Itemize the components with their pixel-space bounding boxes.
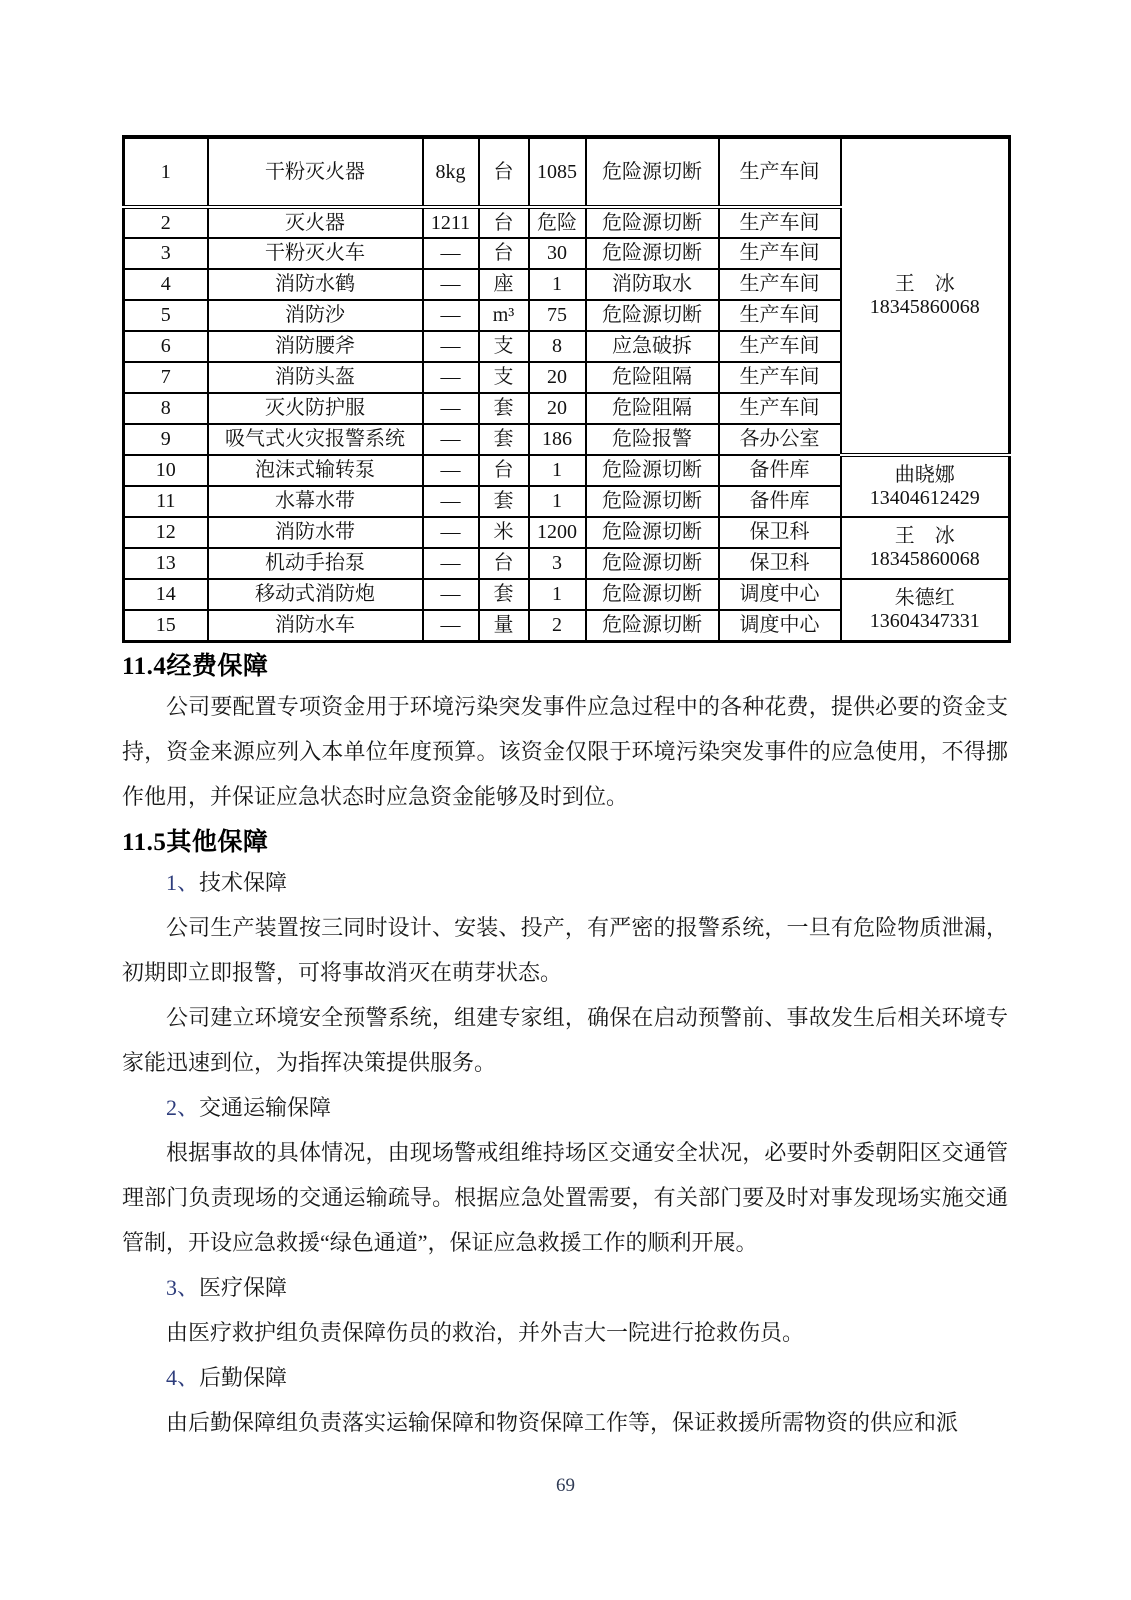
list-item-paragraph: 公司生产装置按三同时设计、安装、投产，有严密的报警系统，一旦有危险物质泄漏，初期即立即报警，可将事故消灭在萌芽状态。	[122, 914, 1008, 985]
cell-unit: 套	[479, 486, 529, 517]
cell-purpose: 危险源切断	[586, 517, 719, 548]
cell-no: 12	[124, 517, 208, 548]
cell-no: 8	[124, 393, 208, 424]
cell-no: 14	[124, 579, 208, 610]
list-item-title: 技术保障	[199, 869, 288, 895]
cell-no: 13	[124, 548, 208, 579]
list-item-paragraph: 根据事故的具体情况，由现场警戒组维持场区交通安全状况，必要时外委朝阳区交通管理部门负责现场的交通运输疏导。根据应急处置需要，有关部门要及时对事发现场实施交通管制，开设应急救援“绿色通道”，保证应急救援工作的顺利开展。	[122, 1139, 1008, 1255]
section-11-4-paragraph: 公司要配置专项资金用于环境污染突发事件应急过程中的各种花费，提供必要的资金支持，资金来源应列入本单位年度预算。该资金仅限于环境污染突发事件的应急使用，不得挪作他用，并保证应急状态时应急资金能够及时到位。	[122, 693, 1008, 809]
cell-purpose: 危险报警	[586, 424, 719, 455]
cell-location: 调度中心	[719, 610, 841, 641]
list-item-title: 交通运输保障	[199, 1094, 332, 1120]
cell-spec: —	[423, 331, 479, 362]
cell-location: 生产车间	[719, 269, 841, 300]
cell-no: 7	[124, 362, 208, 393]
cell-unit: 台	[479, 238, 529, 269]
cell-qty: 1200	[529, 517, 586, 548]
list-item-title: 医疗保障	[199, 1274, 288, 1300]
table-row	[124, 137, 1010, 207]
table-row	[124, 517, 1010, 548]
cell-no: 2	[124, 207, 208, 238]
cell-purpose: 应急破拆	[586, 331, 719, 362]
cell-purpose: 危险源切断	[586, 579, 719, 610]
contact-name: 王 冰	[894, 525, 955, 547]
section-heading-11-4: 11.4经费保障	[122, 652, 269, 680]
cell-name: 消防腰斧	[208, 331, 423, 362]
cell-purpose: 危险源切断	[586, 610, 719, 641]
cell-qty: 2	[529, 610, 586, 641]
cell-unit: 台	[479, 207, 529, 238]
cell-spec: —	[423, 517, 479, 548]
list-item-paragraph: 由后勤保障组负责落实运输保障和物资保障工作等，保证救援所需物资的供应和派	[166, 1409, 959, 1435]
cell-unit: 支	[479, 362, 529, 393]
page-content	[122, 135, 1008, 1445]
section-heading-11-5: 11.5其他保障	[122, 828, 269, 856]
cell-purpose: 危险源切断	[586, 548, 719, 579]
cell-spec: —	[423, 579, 479, 610]
cell-name: 消防沙	[208, 300, 423, 331]
cell-unit: 座	[479, 269, 529, 300]
cell-no: 15	[124, 610, 208, 641]
cell-no: 9	[124, 424, 208, 455]
cell-location: 各办公室	[719, 424, 841, 455]
list-item-heading	[122, 1355, 1008, 1400]
contact-name: 曲晓娜	[894, 463, 955, 486]
contact-phone: 13404612429	[869, 486, 980, 509]
cell-unit: 套	[479, 393, 529, 424]
cell-purpose: 危险源切断	[586, 300, 719, 331]
cell-location: 保卫科	[719, 517, 841, 548]
cell-spec: —	[423, 362, 479, 393]
cell-unit: 量	[479, 610, 529, 641]
cell-no: 1	[124, 137, 208, 207]
cell-spec: —	[423, 548, 479, 579]
list-item-number: 2、	[166, 1094, 200, 1120]
cell-name: 吸气式火灾报警系统	[208, 424, 423, 455]
cell-name: 水幕水带	[208, 486, 423, 517]
cell-qty: 30	[529, 238, 586, 269]
cell-spec: —	[423, 486, 479, 517]
cell-location: 保卫科	[719, 548, 841, 579]
cell-qty: 75	[529, 300, 586, 331]
cell-location: 生产车间	[719, 393, 841, 424]
list-item-heading	[122, 860, 1008, 905]
equipment-table-body	[124, 137, 1010, 641]
cell-no: 5	[124, 300, 208, 331]
cell-name: 灭火器	[208, 207, 423, 238]
contact-phone: 13604347331	[869, 609, 980, 632]
cell-qty: 20	[529, 393, 586, 424]
cell-location: 生产车间	[719, 331, 841, 362]
cell-name: 泡沫式输转泵	[208, 455, 423, 486]
list-item-heading	[122, 1265, 1008, 1310]
cell-name: 干粉灭火器	[208, 137, 423, 207]
section-11-5-items	[122, 860, 1008, 1445]
cell-purpose: 危险阻隔	[586, 393, 719, 424]
cell-qty: 1	[529, 269, 586, 300]
cell-spec: —	[423, 424, 479, 455]
cell-location: 备件库	[719, 486, 841, 517]
cell-qty: 8	[529, 331, 586, 362]
contact-phone: 18345860068	[869, 548, 980, 570]
cell-name: 消防头盔	[208, 362, 423, 393]
cell-purpose: 危险源切断	[586, 137, 719, 207]
cell-qty: 20	[529, 362, 586, 393]
cell-location: 调度中心	[719, 579, 841, 610]
cell-no: 3	[124, 238, 208, 269]
list-item-title: 后勤保障	[199, 1364, 288, 1390]
list-item-paragraph: 公司建立环境安全预警系统，组建专家组，确保在启动预警前、事故发生后相关环境专家能迅速到位，为指挥决策提供服务。	[122, 1004, 1008, 1075]
cell-unit: 台	[479, 548, 529, 579]
cell-qty: 1	[529, 486, 586, 517]
cell-qty: 危险	[529, 207, 586, 238]
list-item-number: 4、	[166, 1364, 200, 1390]
cell-unit: 米	[479, 517, 529, 548]
cell-no: 6	[124, 331, 208, 362]
cell-no: 4	[124, 269, 208, 300]
cell-location: 生产车间	[719, 300, 841, 331]
cell-unit: 套	[479, 579, 529, 610]
cell-name: 机动手抬泵	[208, 548, 423, 579]
cell-spec: 8kg	[423, 137, 479, 207]
cell-contact	[841, 137, 1010, 455]
cell-location: 生产车间	[719, 137, 841, 207]
cell-name: 移动式消防炮	[208, 579, 423, 610]
cell-location: 生产车间	[719, 238, 841, 269]
cell-qty: 1	[529, 455, 586, 486]
cell-name: 灭火防护服	[208, 393, 423, 424]
cell-location: 备件库	[719, 455, 841, 486]
contact-name: 王 冰	[894, 273, 955, 295]
cell-name: 消防水带	[208, 517, 423, 548]
cell-unit: 套	[479, 424, 529, 455]
cell-no: 11	[124, 486, 208, 517]
cell-name: 干粉灭火车	[208, 238, 423, 269]
contact-name: 朱德红	[894, 586, 955, 609]
cell-qty: 3	[529, 548, 586, 579]
cell-purpose: 危险源切断	[586, 238, 719, 269]
list-item-heading	[122, 1085, 1008, 1130]
cell-spec: —	[423, 238, 479, 269]
cell-spec: 1211	[423, 207, 479, 238]
cell-spec: —	[423, 393, 479, 424]
cell-purpose: 危险阻隔	[586, 362, 719, 393]
cell-purpose: 消防取水	[586, 269, 719, 300]
cell-qty: 1085	[529, 137, 586, 207]
cell-qty: 186	[529, 424, 586, 455]
list-item-number: 3、	[166, 1274, 200, 1300]
cell-contact	[841, 517, 1010, 579]
cell-purpose: 危险源切断	[586, 455, 719, 486]
list-item-number: 1、	[166, 869, 200, 895]
table-row	[124, 579, 1010, 610]
cell-spec: —	[423, 300, 479, 331]
page-number: 69	[556, 1475, 575, 1496]
cell-unit: 支	[479, 331, 529, 362]
cell-name: 消防水车	[208, 610, 423, 641]
cell-unit: 台	[479, 455, 529, 486]
cell-location: 生产车间	[719, 207, 841, 238]
cell-spec: —	[423, 269, 479, 300]
cell-purpose: 危险源切断	[586, 207, 719, 238]
cell-spec: —	[423, 455, 479, 486]
cell-no: 10	[124, 455, 208, 486]
cell-unit: m³	[479, 300, 529, 331]
cell-contact	[841, 455, 1010, 517]
emergency-equipment-table	[122, 135, 1011, 643]
cell-unit: 台	[479, 137, 529, 207]
cell-qty: 1	[529, 579, 586, 610]
cell-spec: —	[423, 610, 479, 641]
list-item-paragraph: 由医疗救护组负责保障伤员的救治，并外吉大一院进行抢救伤员。	[166, 1319, 805, 1345]
table-row	[124, 455, 1010, 486]
cell-name: 消防水鹤	[208, 269, 423, 300]
contact-phone: 18345860068	[869, 296, 980, 318]
cell-contact	[841, 579, 1010, 641]
cell-location: 生产车间	[719, 362, 841, 393]
cell-purpose: 危险源切断	[586, 486, 719, 517]
